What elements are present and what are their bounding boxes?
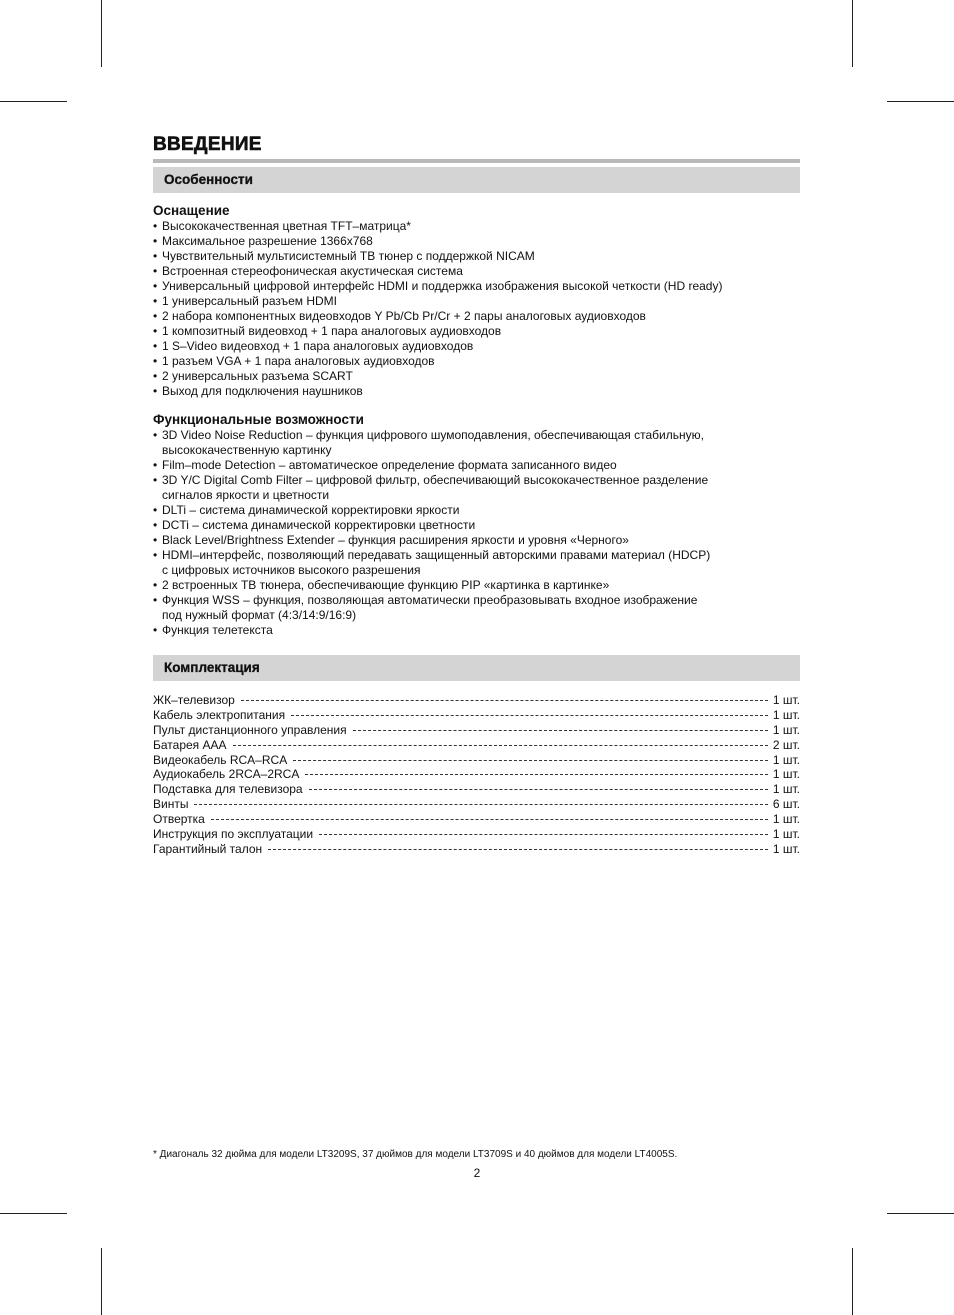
list-item: [153, 428, 803, 458]
list-item: • 1 разъем VGA + 1 пара аналоговых аудиовходов: [153, 354, 803, 369]
functions-list: [153, 428, 803, 638]
kit-row: [153, 738, 800, 753]
list-item-line: под нужный формат (4:3/14:9/16:9): [162, 608, 357, 622]
kit-item-quantity: 1 шт.: [772, 722, 800, 737]
list-item-line: • DLTi – система динамической корректировки яркости: [162, 503, 460, 517]
list-item-line: • Black Level/Brightness Extender – функция расширения яркости и уровня «Черного»: [162, 533, 629, 547]
list-item: [153, 623, 803, 638]
kit-item-quantity: 1 шт.: [772, 707, 800, 722]
list-item: • Встроенная стереофоническая акустическая система: [153, 264, 803, 279]
leader-dots: [211, 818, 768, 820]
kit-item-name: Пульт дистанционного управления: [153, 722, 347, 737]
section-header-features: Особенности: [153, 167, 800, 193]
list-item-line: • Film–mode Detection – автоматическое определение формата записанного видео: [162, 458, 617, 472]
list-item-line: с цифровых источников высокого разрешения: [162, 563, 421, 577]
list-item: • Выход для подключения наушников: [153, 384, 803, 399]
leader-dots: [194, 803, 767, 805]
kit-row: [153, 842, 800, 857]
kit-item-quantity: 1 шт.: [772, 782, 800, 797]
list-item: • Чувствительный мультисистемный ТВ тюнер с поддержкой NICAM: [153, 249, 803, 264]
leader-dots: [353, 729, 768, 731]
kit-item-name: Батарея ААА: [153, 737, 227, 752]
list-item: [153, 503, 803, 518]
kit-item-quantity: 6 шт.: [772, 797, 800, 812]
crop-mark: [852, 1248, 853, 1315]
page-number: 2: [473, 1166, 481, 1180]
kit-item-name: ЖК–телевизор: [153, 693, 235, 707]
list-item: • Высококачественная цветная TFT–матрица*: [153, 219, 803, 234]
kit-item-name: Подставка для телевизора: [153, 782, 303, 797]
list-item-line: • 3D Y/C Digital Comb Filter – цифровой фильтр, обеспечивающий высококачественное разделение: [162, 473, 709, 487]
list-item: [153, 458, 803, 473]
footnote: * Диагональ 32 дюйма для модели LT3209S, 37 дюймов для модели LT3709S и 40 дюймов для модели LT4005S.: [153, 1149, 678, 1160]
equipment-list: [153, 219, 803, 399]
kit-item-quantity: 1 шт.: [772, 693, 800, 707]
section-header-kit: Комплектация: [153, 655, 800, 681]
list-item-line: • Функция WSS – функция, позволяющая автоматически преобразовывать входное изображение: [162, 593, 698, 607]
list-item: • 1 S–Video видеовход + 1 пара аналоговых аудиовходов: [153, 339, 803, 354]
kit-row: [153, 767, 800, 782]
kit-item-quantity: 1 шт.: [772, 827, 800, 842]
crop-mark: [852, 0, 853, 67]
list-item-line: сигналов яркости и цветности: [162, 488, 330, 502]
kit-row: [153, 693, 800, 708]
leader-dots: [241, 699, 768, 701]
equipment-heading: Оснащение: [153, 203, 230, 218]
list-item: • 1 универсальный разъем HDMI: [153, 294, 803, 309]
page-title: ВВЕДЕНИЕ: [153, 134, 262, 155]
list-item-line: высококачественную картинку: [162, 443, 332, 457]
kit-item-name: Гарантийный талон: [153, 841, 263, 856]
list-item: • Максимальное разрешение 1366x768: [153, 234, 803, 249]
list-item: • 2 универсальных разъема SCART: [153, 369, 803, 384]
kit-row: [153, 708, 800, 723]
kit-item-name: Видеокабель RCA–RCA: [153, 752, 288, 767]
list-item: [153, 578, 803, 593]
list-item-line: • 3D Video Noise Reduction – функция цифрового шумоподавления, обеспечивающая стабильную,: [162, 428, 704, 442]
list-item: [153, 548, 803, 578]
kit-row: [153, 782, 800, 797]
kit-item-quantity: 1 шт.: [772, 841, 800, 856]
crop-mark: [101, 0, 102, 67]
crop-mark: [0, 1213, 67, 1214]
leader-dots: [309, 788, 768, 790]
list-item-line: • HDMI–интерфейс, позволяющий передавать защищенный авторскими правами материал (HDCP): [162, 548, 711, 562]
list-item-line: • Функция телетекста: [162, 623, 273, 637]
list-item: • 1 композитный видеовход + 1 пара аналоговых аудиовходов: [153, 324, 803, 339]
leader-dots: [268, 848, 768, 850]
list-item: [153, 473, 803, 503]
kit-item-name: Отвертка: [153, 812, 205, 827]
list-item-line: • DCTi – система динамической корректировки цветности: [162, 518, 476, 532]
kit-row: [153, 753, 800, 768]
list-item: • 2 набора компонентных видеовходов Y Pb/Cb Pr/Cr + 2 пары аналоговых аудиовходов: [153, 309, 803, 324]
list-item: [153, 593, 803, 623]
kit-row: [153, 812, 800, 827]
list-item-line: • 2 встроенных ТВ тюнера, обеспечивающие функцию PIP «картинка в картинке»: [162, 578, 610, 592]
crop-mark: [0, 101, 67, 102]
crop-mark: [887, 1213, 954, 1214]
title-rule: [153, 159, 800, 163]
kit-row: [153, 827, 800, 842]
kit-list: [153, 693, 800, 857]
functions-heading: Функциональные возможности: [153, 412, 364, 427]
kit-item-name: Кабель электропитания: [153, 707, 286, 722]
kit-item-name: Винты: [153, 797, 189, 812]
leader-dots: [293, 759, 768, 761]
kit-item-name: Аудиокабель 2RCA–2RCA: [153, 767, 300, 782]
leader-dots: [233, 744, 768, 746]
crop-mark: [101, 1248, 102, 1315]
kit-item-quantity: 1 шт.: [772, 812, 800, 827]
crop-mark: [887, 101, 954, 102]
list-item: [153, 533, 803, 548]
kit-item-quantity: 2 шт.: [772, 737, 800, 752]
list-item: • Универсальный цифровой интерфейс HDMI и поддержка изображения высокой четкости (HD ready): [153, 279, 803, 294]
kit-item-quantity: 1 шт.: [772, 767, 800, 782]
kit-item-name: Инструкция по эксплуатации: [153, 827, 314, 842]
list-item: [153, 518, 803, 533]
kit-item-quantity: 1 шт.: [772, 752, 800, 767]
leader-dots: [305, 773, 768, 775]
leader-dots: [291, 714, 768, 716]
kit-row: [153, 797, 800, 812]
kit-row: [153, 723, 800, 738]
leader-dots: [319, 833, 768, 835]
